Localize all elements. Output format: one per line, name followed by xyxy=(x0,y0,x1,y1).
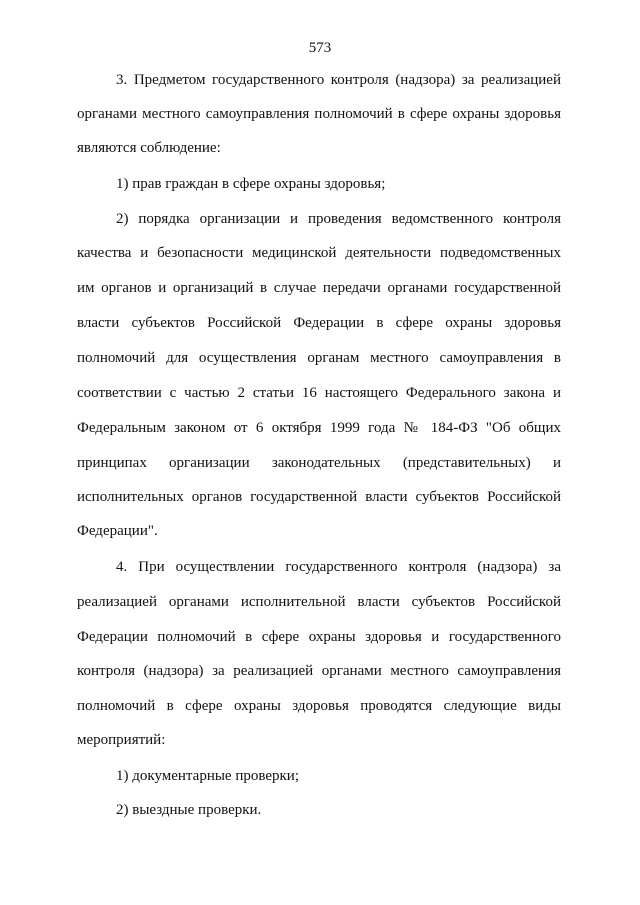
text-line: являются соблюдение: xyxy=(77,140,221,156)
page-number: 573 xyxy=(308,40,332,56)
text-line: исполнительных органов государственной власти субъектов Российской xyxy=(77,489,561,505)
text-line: качества и безопасности медицинской деятельности подведомственных xyxy=(77,245,561,261)
text-line: Федерации полномочий в сфере охраны здоровья и государственного xyxy=(77,629,561,645)
text-line: полномочий для осуществления органам местного самоуправления в xyxy=(77,350,561,366)
text-line: Федеральным законом от 6 октября 1999 года № 184-ФЗ "Об общих xyxy=(77,420,561,436)
text-line: 4. При осуществлении государственного контроля (надзора) за xyxy=(116,559,561,575)
text-line: 3. Предметом государственного контроля (надзора) за реализацией xyxy=(116,72,561,88)
text-line: 2) порядка организации и проведения ведомственного контроля xyxy=(116,211,561,227)
text-line: принципах организации законодательных (представительных) и xyxy=(77,455,561,471)
text-line: 1) документарные проверки; xyxy=(116,768,300,784)
text-line: соответствии с частью 2 статьи 16 настоящего Федерального закона и xyxy=(77,385,561,401)
text-line: контроля (надзора) за реализацией органами местного самоуправления xyxy=(77,663,561,679)
text-line: полномочий в сфере охраны здоровья проводятся следующие виды xyxy=(77,698,561,714)
text-line: 2) выездные проверки. xyxy=(116,802,262,818)
text-line: реализацией органами исполнительной власти субъектов Российской xyxy=(77,594,561,610)
text-line: власти субъектов Российской Федерации в сфере охраны здоровья xyxy=(77,315,561,331)
text-line: 1) прав граждан в сфере охраны здоровья; xyxy=(116,176,386,192)
text-line: Федерации". xyxy=(77,523,158,539)
text-line: мероприятий: xyxy=(77,732,166,748)
text-line: им органов и организаций в случае передачи органами государственной xyxy=(77,280,561,296)
text-line: органами местного самоуправления полномочий в сфере охраны здоровья xyxy=(77,106,561,122)
